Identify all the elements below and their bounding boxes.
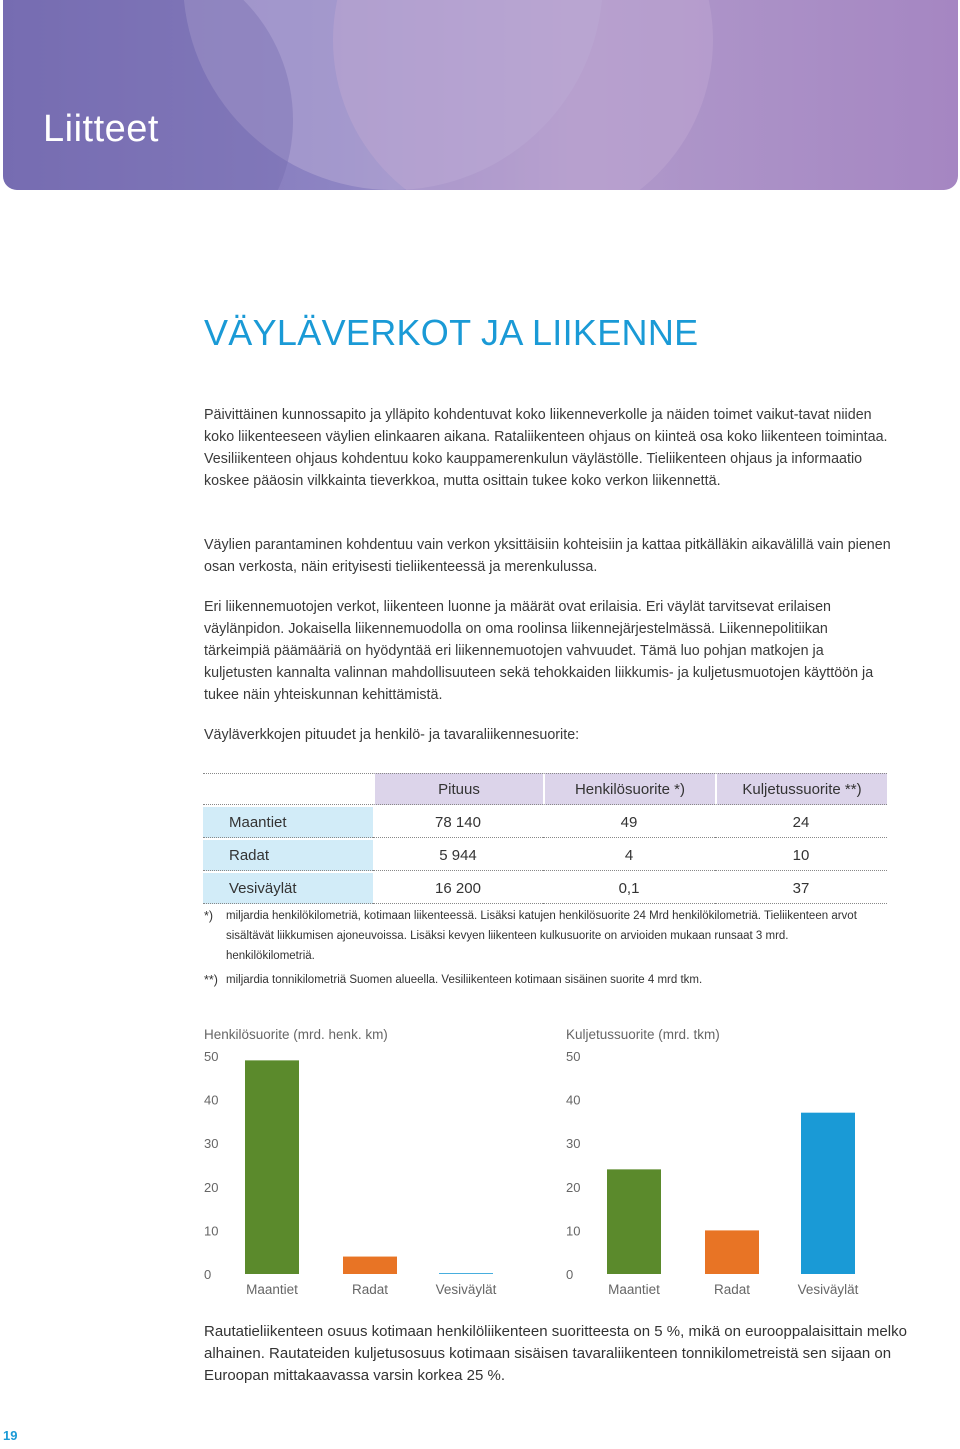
footnote-1 xyxy=(204,906,864,966)
row-label: Maantiet xyxy=(203,805,373,838)
y-tick-label: 0 xyxy=(566,1267,574,1282)
table-row xyxy=(203,871,887,904)
y-tick-label: 30 xyxy=(204,1136,219,1152)
banner-decoration xyxy=(3,0,958,190)
cell-pituus: 78 140 xyxy=(373,805,543,838)
cell-kuljetussuorite: 10 xyxy=(715,838,887,871)
footnote-2-text: miljardia tonnikilometriä Suomen alueella. Vesiliikenteen kotimaan sisäinen suorite 4 mrd tkm. xyxy=(226,974,703,986)
table-header-kuljetussuorite: Kuljetussuorite **) xyxy=(715,773,887,805)
table-header-henkilosuorite: Henkilösuorite *) xyxy=(543,773,715,805)
footnote-1-mark: *) xyxy=(204,909,214,923)
bar-vesiväylät xyxy=(801,1113,855,1274)
section-title: VÄYLÄVERKOT JA LIIKENNE xyxy=(204,312,699,353)
paragraph-2-text: Väylien parantaminen kohdentuu vain verkon yksittäisiin kohteisiin ja kattaa pitkälläkin aikavälillä vain pienen osan verkosta, näin erityisesti tieliikenteessä ja merenkulussa. xyxy=(204,537,891,575)
paragraph-3 xyxy=(204,596,894,706)
network-table xyxy=(203,773,881,904)
header-banner xyxy=(3,0,958,190)
paragraph-1 xyxy=(204,404,894,492)
y-tick-label: 10 xyxy=(204,1223,219,1239)
x-category-label: Vesiväylät xyxy=(797,1282,859,1297)
chart-kuljetussuorite-plot xyxy=(566,1044,886,1304)
y-tick-label: 50 xyxy=(566,1049,581,1064)
footnote-2 xyxy=(204,970,864,990)
table-header-pituus: Pituus xyxy=(373,773,543,805)
table-footnotes xyxy=(204,906,864,990)
row-label: Vesiväylät xyxy=(203,871,373,904)
bar-radat xyxy=(705,1230,759,1274)
table-caption-text: Väyläverkkojen pituudet ja henkilö- ja tavaraliikennesuorite: xyxy=(204,727,580,743)
x-category-label: Maantiet xyxy=(246,1282,298,1297)
x-category-label: Vesiväylät xyxy=(435,1282,497,1297)
y-tick-label: 50 xyxy=(204,1049,219,1064)
paragraph-3-text: Eri liikennemuotojen verkot, liikenteen luonne ja määrät ovat erilaisia. Eri väylät tarvitsevat erilaisen väylänpidon. Jokaisella liikennemuodolla on oma roolinsa liikennejärjestelmässä. Liikennepolitiikan tärkeimpiä päämääriä on hyödyntää eri liikennemuotojen vahvuudet. Tämä luo pohjan matkojen ja kuljetusten kannalta valinnan mahdollisuuteen sekä tehokkaiden liikkumis- ja kuljetusmuotojen käyttöön ja tukee näin yhteiskunnan kehittämistä. xyxy=(204,599,874,703)
cell-henkilosuorite: 0,1 xyxy=(543,871,715,904)
bar-maantiet xyxy=(245,1060,299,1274)
footnote-1-text: miljardia henkilökilometriä, kotimaan liikenteessä. Lisäksi katujen henkilösuorite 24 Mrd henkilökilometriä. Tieliikenteen arvot sisältävät liikkumisen ajoneuvoissa. Lisäksi kevyen liikenteen kulkusuorite on arvioiden mukaan runsaat 3 mrd. henkilökilometriä. xyxy=(226,910,857,962)
paragraph-1-text: Päivittäinen kunnossapito ja ylläpito kohdentuvat koko liikenneverkolle ja näiden toimet vaikut-tavat niiden koko liikenteeseen väylien elinkaaren aikana. Rataliikenteen ohjaus on kiinteä osa koko liikenteen toimintaa. Vesiliikenteen ohjaus kohdentuu koko kauppamerenkulun väylästölle. Tieliikenteen ohjaus ja informaatio koskee pääosin vilkkainta tieverkkoa, mutta osittain tukee koko verkon liikennettä. xyxy=(204,407,888,489)
row-label: Radat xyxy=(203,838,373,871)
bar-radat xyxy=(343,1257,397,1274)
cell-kuljetussuorite: 24 xyxy=(715,805,887,838)
chart-henkilosuorite-plot xyxy=(204,1044,524,1304)
cell-kuljetussuorite: 37 xyxy=(715,871,887,904)
y-tick-label: 40 xyxy=(204,1092,219,1108)
paragraph-2 xyxy=(204,534,894,578)
cell-pituus: 16 200 xyxy=(373,871,543,904)
table-header-empty xyxy=(203,773,373,805)
table-row xyxy=(203,838,887,871)
closing-paragraph: Rautatieliikenteen osuus kotimaan henkilöliikenteen suoritteesta on 5 %, mikä on eurooppalaisittain melko alhainen. Rautateiden kuljetusosuus kotimaan sisäisen tavaraliikenteen tonnikilometreistä sen sijaan on Euroopan mittakaavassa varsin korkea 25 %. xyxy=(204,1323,907,1384)
table-caption xyxy=(204,724,894,746)
table-row xyxy=(203,805,887,838)
x-category-label: Radat xyxy=(713,1282,751,1297)
chart-kuljetussuorite xyxy=(566,1024,886,1304)
cell-pituus: 5 944 xyxy=(373,838,543,871)
page-number: 19 xyxy=(3,1428,18,1443)
bar-maantiet xyxy=(607,1169,661,1274)
chart-henkilosuorite xyxy=(204,1024,524,1304)
y-tick-label: 40 xyxy=(566,1092,581,1108)
y-tick-label: 10 xyxy=(566,1223,581,1239)
cell-henkilosuorite: 4 xyxy=(543,838,715,871)
footnote-2-mark: **) xyxy=(204,973,218,987)
x-category-label: Maantiet xyxy=(608,1282,660,1297)
y-tick-label: 0 xyxy=(204,1267,212,1282)
cell-henkilosuorite: 49 xyxy=(543,805,715,838)
chart-title: Henkilösuorite (mrd. henk. km) xyxy=(204,1027,388,1042)
y-tick-label: 30 xyxy=(566,1136,581,1152)
x-category-label: Radat xyxy=(351,1282,389,1297)
bar-vesiväylät xyxy=(439,1273,493,1274)
y-tick-label: 20 xyxy=(566,1179,581,1195)
banner-title: Liitteet xyxy=(43,108,159,150)
chart-title: Kuljetussuorite (mrd. tkm) xyxy=(566,1027,720,1042)
y-tick-label: 20 xyxy=(204,1179,219,1195)
table-header-row xyxy=(203,773,887,805)
